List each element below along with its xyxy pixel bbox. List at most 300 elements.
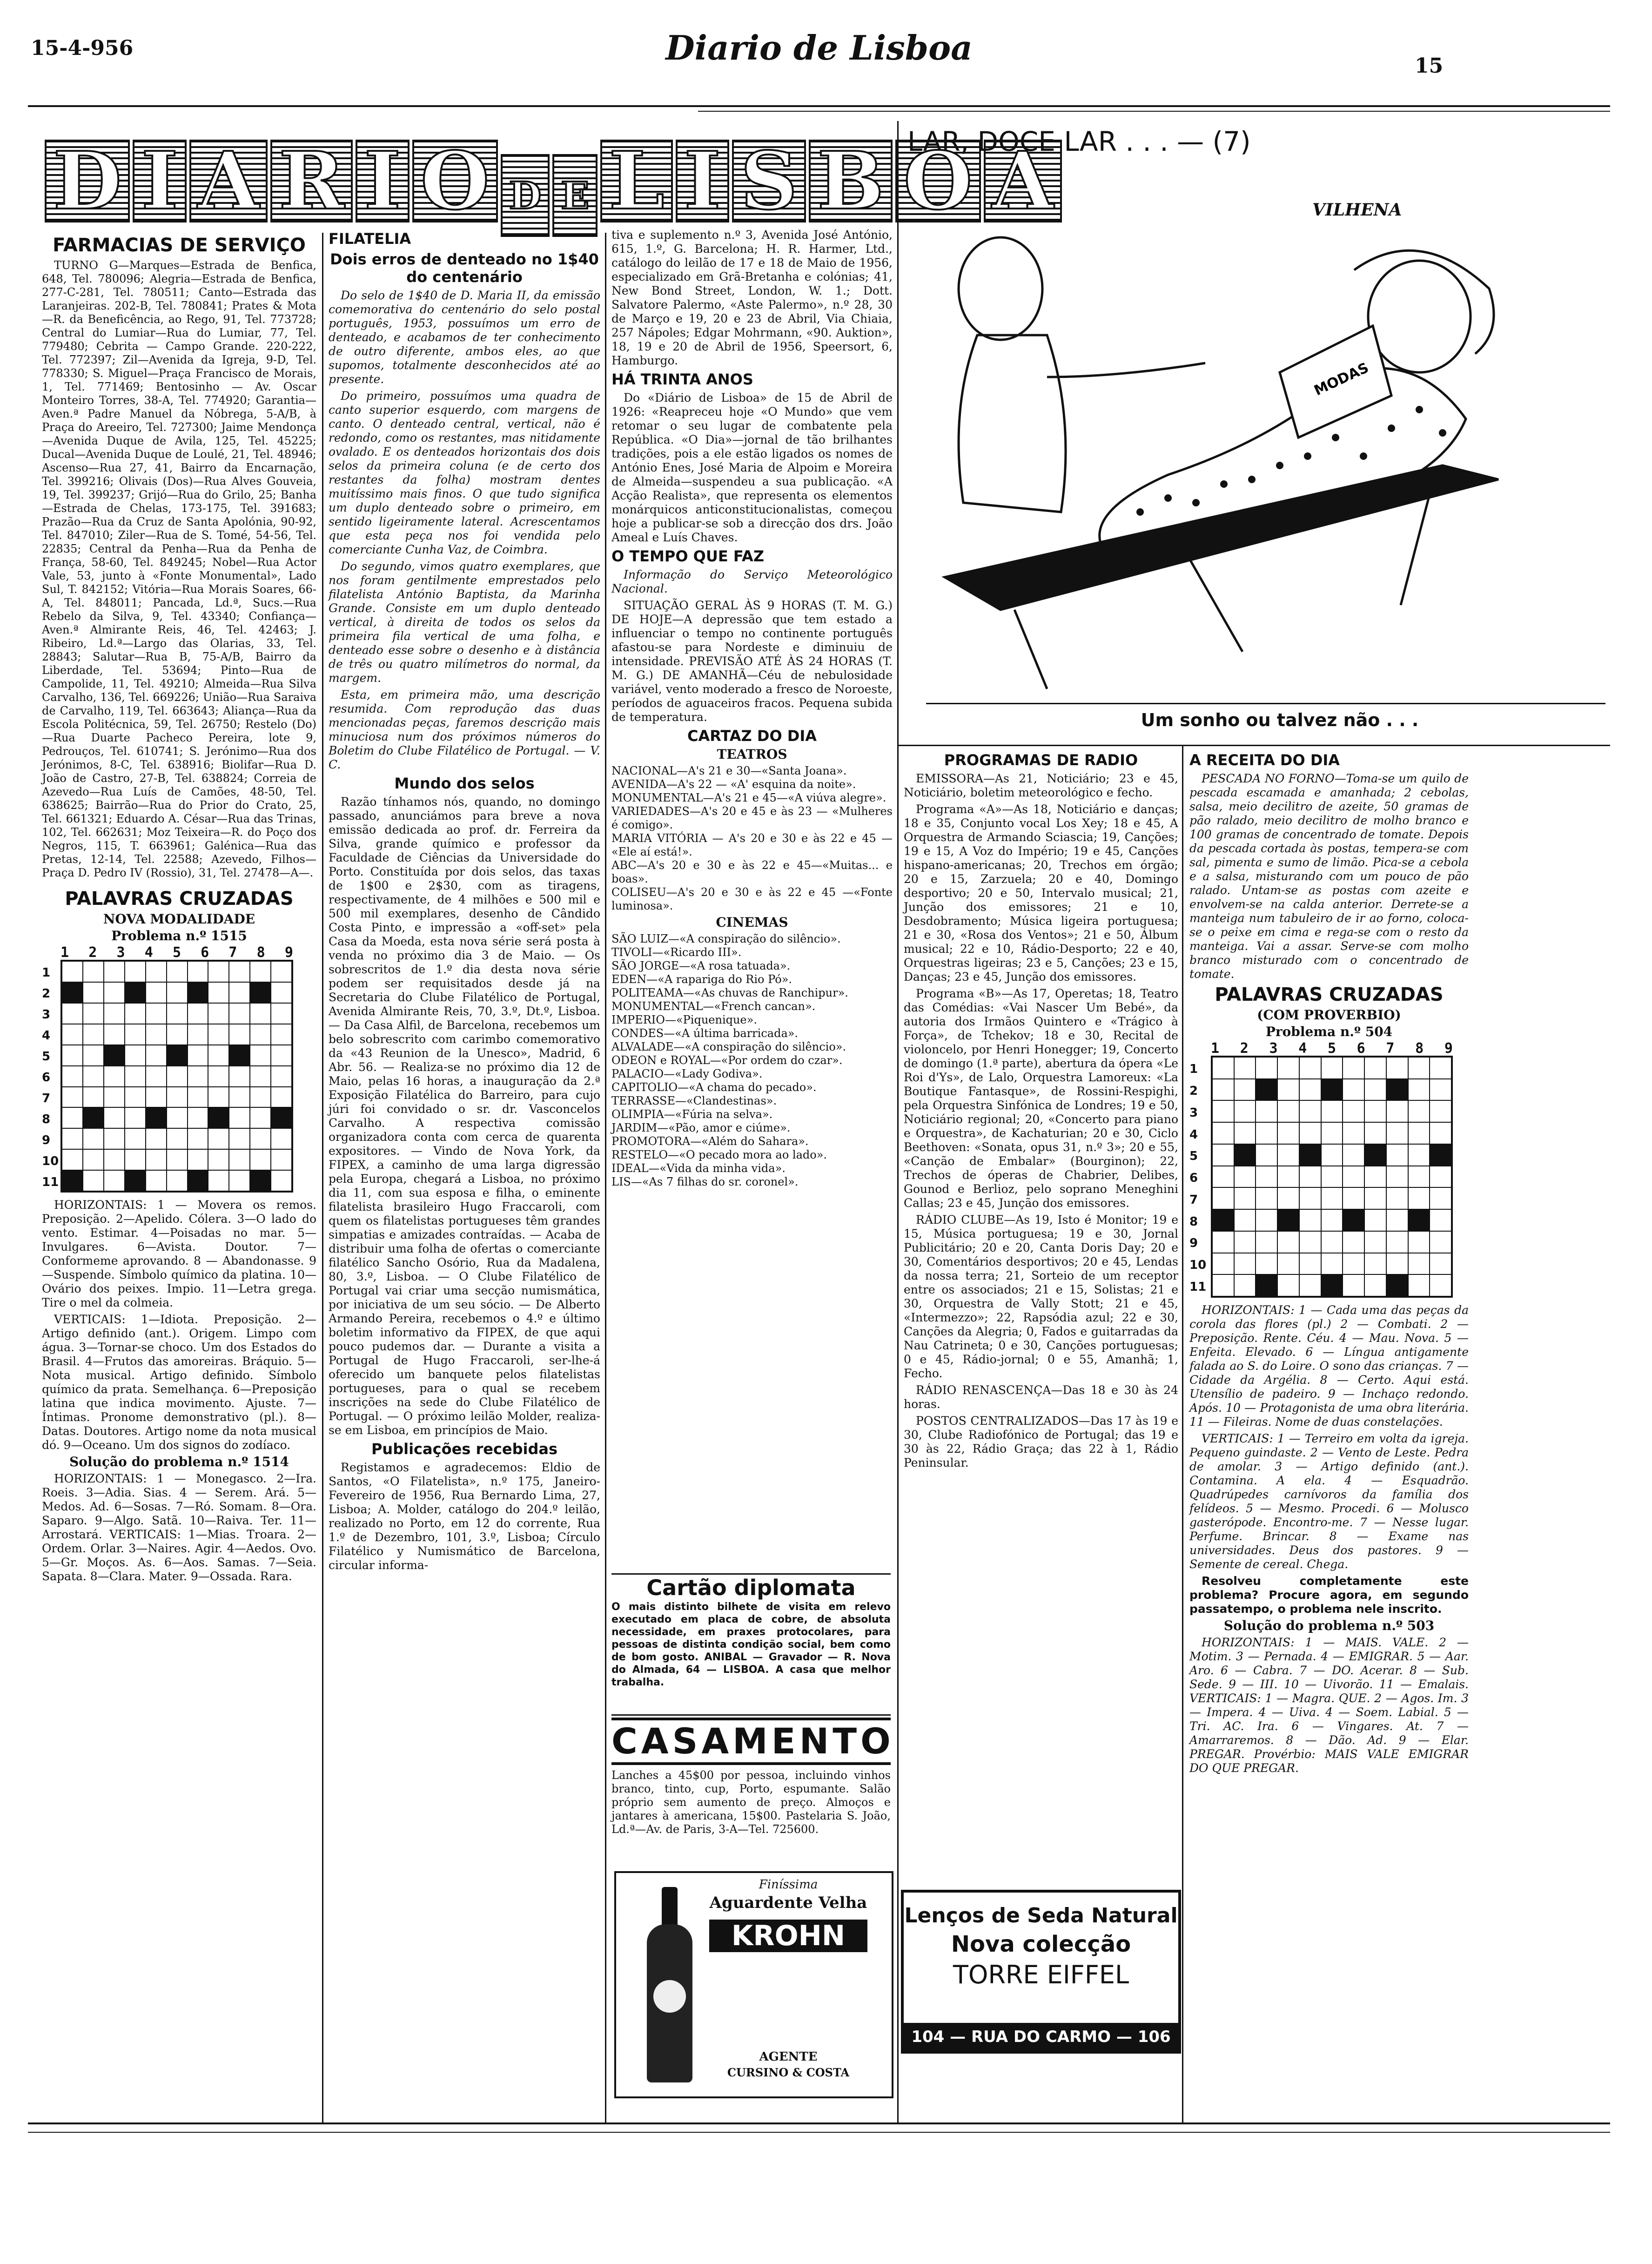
crossword-cell [167, 1128, 188, 1149]
crossword-cell [104, 1128, 125, 1149]
crossword-cell [1321, 1166, 1343, 1188]
masthead-letter: E [552, 154, 598, 237]
crossword-cell [208, 1003, 229, 1024]
masthead-letter: O [895, 140, 981, 222]
crossword-grid-right [1211, 1056, 1453, 1298]
magazine-label: MODAS [1311, 359, 1371, 399]
crossword-cell [83, 1149, 104, 1170]
crossword-cell [104, 1107, 125, 1128]
crossword-cell [271, 982, 292, 1003]
crossword-cell [1234, 1166, 1256, 1188]
crossword-cell [146, 1107, 167, 1128]
column-2 [329, 228, 600, 2095]
mundo-selos-title: Mundo dos selos [394, 775, 535, 792]
tempo-title: O TEMPO QUE FAZ [611, 547, 765, 565]
crossword-cell [1364, 1274, 1386, 1296]
cinema-item: CONDES—«A última barricada». [611, 1027, 799, 1040]
man-head [959, 237, 1042, 340]
crossword-left-horizontais: HORIZONTAIS: 1 — Movera os remos. Preposição. 2—Apelido. Cólera. 3—O lado do vento. Estimar. 4—Poisadas no mar. 5—Invulgares. 6—Avista. Doutor. 7—Conformeme aprovando. 8 — Abandonasse. 9—Suspende. Símbolo químico da platina. 10—Ovário dos peixes. Impio. 11—Letra grega. Tire o mel da colmeia. [42, 1198, 316, 1310]
masthead-letter: I [133, 140, 187, 222]
row-number: 3 [42, 1008, 51, 1022]
col-number: 4 [144, 944, 153, 961]
crossword-cell [83, 1107, 104, 1128]
radio-programa-b: Programa «B»—As 17, Operetas; 18, Teatro das Comédias: «Vai Nascer Um Bebé», da autoria dos Irmãos Quintero e «Trágico à Força», de Tchekov; 18 e 30, Recital de violoncelo, por Henri Honegger; 19, Concerto de domingo (1.ª parte), abertura da ópera «Le Roi d'Ys», de Lalo, Orquestra Lamoreux: «La Boutique Fantasque», de Rossini-Respighi, pela Orquestra Sinfónica de Londres; 19 e 50, Noticiário regional; 20, «Concerto para piano e Orquestra», de Kachaturian; 20 e 30, Ciclo Beethoven: «Sonata, opus 31, n.º 3»; 20 e 55, «Canção de Embalar» (Bourginon); 22, Trechos de óperas de Chabrier, Delibes, Gounod e Berlioz, pelo soprano Meneghini Callas; 23 e 45, Junção dos emissores. [904, 987, 1178, 1210]
row-number: 9 [1189, 1236, 1198, 1251]
crossword-cell [208, 1024, 229, 1045]
crossword-cell [1299, 1209, 1321, 1231]
crossword-cell [1386, 1209, 1408, 1231]
crossword-cell [229, 1149, 250, 1170]
cartaz-title: CARTAZ DO DIA [687, 727, 817, 745]
crossword-cell [1386, 1166, 1408, 1188]
crossword-cell [146, 961, 167, 982]
col-number: 1 [60, 944, 69, 961]
crossword-cell [1408, 1209, 1430, 1231]
woman-head [1368, 261, 1471, 372]
col-number: 6 [201, 944, 209, 961]
row-number: 1 [1189, 1062, 1198, 1077]
crossword-cell [1256, 1122, 1277, 1144]
crossword-cell [1234, 1187, 1256, 1209]
crossword-cell [62, 1149, 83, 1170]
crossword-cell [1430, 1187, 1451, 1209]
crossword-cell [104, 1149, 125, 1170]
crossword-cell [1386, 1231, 1408, 1253]
crossword-cell [1256, 1057, 1277, 1079]
crossword-cell [1321, 1231, 1343, 1253]
row-number: 4 [1189, 1127, 1198, 1142]
crossword-cell [1234, 1100, 1256, 1122]
crossword-cell [83, 1024, 104, 1045]
col-number: 3 [1269, 1040, 1278, 1057]
crossword-cell [104, 1003, 125, 1024]
crossword-cell [1343, 1209, 1364, 1231]
row-number: 8 [42, 1112, 51, 1126]
crossword-cell [1343, 1187, 1364, 1209]
crossword-right-problem: Problema n.º 504 [1265, 1024, 1393, 1039]
teatro-item: MONUMENTAL—A's 21 e 45—«A viúva alegre». [611, 791, 886, 804]
column-rule [897, 121, 899, 2122]
teatro-item: COLISEU—A's 20 e 30 e às 22 e 45 —«Fonte luminosa». [611, 886, 893, 912]
crossword-cell [208, 1066, 229, 1087]
crossword-cell [250, 961, 271, 982]
teatro-item: ABC—A's 20 e 30 e às 22 e 45—«Muitas... e boas». [611, 859, 893, 885]
column-4 [904, 749, 1178, 1862]
crossword-cell [1277, 1231, 1299, 1253]
crossword-cell [1408, 1122, 1430, 1144]
crossword-cell [167, 1045, 188, 1066]
crossword-cell [229, 1045, 250, 1066]
crossword-left-col-numbers [60, 946, 293, 960]
col-number: 5 [1327, 1040, 1336, 1057]
column-rule [322, 233, 323, 2122]
cinemas-list [611, 932, 893, 1189]
footer-rule [28, 2122, 1610, 2124]
crossword-cell [1256, 1253, 1277, 1275]
crossword-cell [1430, 1079, 1451, 1101]
cinema-item: POLITEAMA—«As chuvas de Ranchipur». [611, 986, 848, 999]
lencos-ad [901, 1890, 1181, 2054]
crossword-cell [208, 1045, 229, 1066]
cinema-item: IDEAL—«Vida da minha vida». [611, 1162, 786, 1175]
page-number: 15 [1415, 54, 1444, 78]
crossword-cell [1234, 1231, 1256, 1253]
crossword-cell [188, 1170, 208, 1191]
crossword-cell [1364, 1209, 1386, 1231]
col-number: 3 [116, 944, 125, 961]
row-number: 10 [1189, 1258, 1207, 1272]
crossword-cell [167, 982, 188, 1003]
radio-programa-a: Programa «A»—As 18, Noticiário e danças; 18 e 35, Conjunto vocal Los Xey; 18 e 45, A Orquestra de Armando Sciascia; 19, Canções; 19 e 15, A Voz do Império; 19 e 45, Canções hispano-americanas; 20, Trechos em órgão; 20 e 15, Zarzuela; 20 e 40, Domingo desportivo; 20 e 50, Intervalo musical; 21, Junção dos emissores; 21 e 10, Desdobramento; Música ligeira portuguesa; 21 e 30, «Rosa dos Ventos»; 21 e 50, Álbum musical; 22 e 10, Rádio-Desporto; 22 e 40, Orquestras ligeiras; 23 e 5, Canções; 23 e 15, Danças; 23 e 45, Junção dos emissores. [904, 802, 1178, 984]
crossword-cell [125, 961, 146, 982]
col-number: 8 [1415, 1040, 1424, 1057]
col-number: 9 [284, 944, 293, 961]
cinema-item: ODEON e ROYAL—«Por ordem do czar». [611, 1054, 843, 1067]
teatro-item: MARIA VITÓRIA — A's 20 e 30 e às 22 e 45 — «Ele aí está!». [611, 832, 893, 858]
column-5 [1189, 749, 1608, 2099]
crossword-cell [1212, 1274, 1234, 1296]
crossword-cell [250, 1128, 271, 1149]
crossword-right-horizontais: HORIZONTAIS: 1 — Cada uma das peças da corola das flores (pl.) 2 — Combati. 2 — Preposição. Rente. Céu. 4 — Mau. Nova. 5 — Enfeita. Elevado. 6 — Língua antigamente falada ao S. do Loire. O sono das crianças. 7 — Cidade da Argélia. 8 — Certo. Aqui está. Utensílio de padeiro. 9 — Inchaço redondo. Após. 10 — Protagonista de uma obra literária. 11 — Fileiras. Nome de duas constelações. [1189, 1303, 1469, 1429]
col-number: 7 [1386, 1040, 1395, 1057]
teatro-item: AVENIDA—A's 22 — «A' esquina da noite». [611, 778, 856, 791]
crossword-cell [250, 1107, 271, 1128]
row-number: 11 [1189, 1280, 1207, 1294]
crossword-cell [1277, 1209, 1299, 1231]
crossword-cell [1430, 1122, 1451, 1144]
row-number: 2 [1189, 1084, 1198, 1098]
crossword-cell [1321, 1209, 1343, 1231]
crossword-cell [1277, 1253, 1299, 1275]
column-3 [611, 228, 893, 1569]
crossword-right-title: PALAVRAS CRUZADAS [1215, 984, 1444, 1005]
crossword-cell [188, 1107, 208, 1128]
cinema-item: TERRASSE—«Clandestinas». [611, 1094, 777, 1107]
crossword-cell [1212, 1209, 1234, 1231]
crossword-cell [250, 1087, 271, 1108]
crossword-cell [250, 1149, 271, 1170]
crossword-cell [271, 1087, 292, 1108]
crossword-cell [1386, 1253, 1408, 1275]
crossword-cell [62, 1128, 83, 1149]
row-number: 8 [1189, 1214, 1198, 1229]
cartoon-illustration [907, 177, 1633, 703]
crossword-cell [1408, 1057, 1430, 1079]
crossword-cell [62, 961, 83, 982]
crossword-cell [125, 1066, 146, 1087]
column-rule [605, 233, 606, 2122]
teatro-item: VARIEDADES—A's 20 e 45 e às 23 — «Mulheres é comigo». [611, 805, 893, 831]
lencos-line3: TORRE EIFFEL [953, 1960, 1129, 1989]
crossword-cell [1364, 1253, 1386, 1275]
cartoon-title: LAR, DOCE LAR . . . — (7) [907, 126, 1251, 157]
crossword-cell [1299, 1057, 1321, 1079]
row-number: 5 [42, 1050, 51, 1064]
crossword-cell [1256, 1274, 1277, 1296]
crossword-cell [1364, 1057, 1386, 1079]
crossword-right-row-numbers [1189, 1042, 1208, 1298]
row-number: 11 [42, 1175, 59, 1189]
crossword-cell [229, 1024, 250, 1045]
krohn-bottle-icon [644, 1887, 695, 2082]
row-number: 4 [42, 1029, 51, 1043]
crossword-cell [167, 1107, 188, 1128]
crossword-cell [1321, 1253, 1343, 1275]
cinema-item: IMPERIO—«Piquenique». [611, 1013, 757, 1026]
crossword-cell [1299, 1122, 1321, 1144]
krohn-ad [614, 1871, 893, 2098]
farmacias-heading: FARMACIAS DE SERVIÇO [53, 235, 306, 256]
crossword-cell [1234, 1209, 1256, 1231]
crossword-cell [125, 1087, 146, 1108]
crossword-cell [1299, 1100, 1321, 1122]
crossword-cell [188, 1024, 208, 1045]
crossword-cell [1212, 1100, 1234, 1122]
crossword-cell [1256, 1166, 1277, 1188]
crossword-cell [1343, 1166, 1364, 1188]
krohn-agent-label: AGENTE [759, 2050, 818, 2064]
crossword-cell [1299, 1187, 1321, 1209]
crossword-right-solution: HORIZONTAIS: 1 — MAIS. VALE. 2 — Motim. 3 — Pernada. 4 — EMIGRAR. 5 — Aar. Aro. 6 — Cabra. 7 — DO. Acerar. 8 — Sub. Sede. 9 — III. 10 — Uivorão. 11 — Emalais. VERTICAIS: 1 — Magra. QUE. 2 — Agos. Im. 3 — Impera. 4 — Uiva. 4 — Soem. Labial. 5 — Tri. AC. Ira. 6 — Vingares. At. 7 — Amarraremos. 8 — Dão. Ad. 9 — Elar. PREGAR. Provérbio: MAIS VALE EMIGRAR DO QUE PREGAR. [1189, 1636, 1469, 1775]
crossword-cell [188, 1087, 208, 1108]
cinema-item: ALVALADE—«A conspiração do silêncio». [611, 1040, 846, 1053]
crossword-cell [146, 1003, 167, 1024]
crossword-cell [1430, 1231, 1451, 1253]
radio-renascenca: RÁDIO RENASCENÇA—Das 18 e 30 às 24 horas. [904, 1383, 1178, 1411]
col-number: 6 [1357, 1040, 1365, 1057]
col-number: 7 [228, 944, 237, 961]
crossword-cell [1343, 1253, 1364, 1275]
crossword-cell [167, 1003, 188, 1024]
crossword-cell [1299, 1144, 1321, 1166]
receita-title: A RECEITA DO DIA [1189, 751, 1340, 769]
crossword-cell [62, 1087, 83, 1108]
crossword-cell [208, 961, 229, 982]
crossword-cell [1364, 1187, 1386, 1209]
crossword-cell [62, 1170, 83, 1191]
crossword-cell [1386, 1100, 1408, 1122]
crossword-cell [250, 1024, 271, 1045]
cartao-body: O mais distinto bilhete de visita em relevo executado em placa de cobre, de absoluta necessidade, em praxes protocolares, para pessoas de distinta condição social, bem como de bom gosto. ANIBAL — Gravador — R. Nova do Almada, 64 — LISBOA. A casa que melhor trabalha. [611, 1601, 891, 1688]
masthead-letter: A [984, 140, 1062, 222]
crossword-cell [1212, 1122, 1234, 1144]
mundo-selos-body: Razão tínhamos nós, quando, no domingo passado, anunciámos para breve a nova emissão dedicada ao prof. dr. Ferreira da Silva, grande químico e professor da Faculdade de Ciências da Universidade do Porto. Constituída por dois selos, das taxas de 1$00 e 2$30, com as tiragens, respectivamente, de 4 milhões e 500 mil e 500 mil exemplares, desenho de Cândido Costa Pinto, e impressão a «off-set» pela Casa da Moeda, esta nova série será posta à venda no próximo dia 3 de Maio. — Os sobrescritos de 1.º dia desta nova série podem ser requisitados desde já na Secretaria do Clube Filatélico de Portugal, Avenida Almirante Reis, 70, 3.º, Dt.º, Lisboa. — Da Casa Alfil, de Barcelona, recebemos um belo sobrescrito com carimbo comemorativo da «43 Reunion de la Unesco», Madrid, 6 Abr. 56. — Realiza-se no próximo dia 12 de Maio, pelas 16 horas, a inauguração da 2.ª Exposição Filatélica do Barreiro, para cujo júri foi convidado o sr. dr. Vasconcelos Carvalho. A respectiva comissão organizadora conta com cerca de quarenta expositores. — Vindo de Nova York, da FIPEX, a caminho de uma larga digressão pela Europa, chegará a Lisboa, no próximo dia 11, com sua esposa e filha, o eminente filatelista brasileiro Hugo Fraccaroli, com quem os filatelistas portugueses têm grandes simpatias e amizades contraídas. — Acaba de distribuir uma folha de ofertas o comerciante filatélico Sancho Osório, Rua da Madalena, 80, 3.º, Lisboa. — O Clube Filatélico de Portugal vai criar uma secção numismática, por iniciativa de um seu sócio. — De Alberto Armando Pereira, recebemos o 4.º e último boletim informativo da FIPEX, de que aqui pouco pudemos dar. — Durante a visita a Portugal de Hugo Fraccaroli, ser-lhe-á oferecido um banquete pelos filatelistas portugueses, para o qual se recebem inscrições na sede do Clube Filatélico de Portugal. — O próximo leilão Molder, realiza-se em Lisboa, em princípios de Maio. [329, 795, 600, 1437]
cartoon-signature: VILHENA [1312, 200, 1402, 220]
crossword-cell [1408, 1144, 1430, 1166]
lounge-chair [945, 465, 1498, 610]
crossword-cell [167, 961, 188, 982]
cinema-item: RESTELO—«O pecado mora ao lado». [611, 1148, 827, 1161]
lencos-line4: 104 — RUA DO CARMO — 106 [904, 2023, 1178, 2051]
crossword-cell [1408, 1274, 1430, 1296]
crossword-cell [1212, 1253, 1234, 1275]
crossword-cell [188, 1128, 208, 1149]
crossword-cell [125, 982, 146, 1003]
casamento-ad [611, 1718, 894, 1866]
crossword-cell [1430, 1100, 1451, 1122]
crossword-cell [271, 1149, 292, 1170]
crossword-cell [188, 1045, 208, 1066]
row-number: 7 [1189, 1193, 1198, 1207]
crossword-cell [1277, 1079, 1299, 1101]
crossword-cell [146, 1066, 167, 1087]
radio-emissora: EMISSORA—As 21, Noticiário; 23 e 45, Noticiário, boletim meteorológico e fecho. [904, 772, 1178, 799]
crossword-cell [229, 961, 250, 982]
crossword-cell [146, 1149, 167, 1170]
crossword-cell [1234, 1253, 1256, 1275]
crossword-cell [250, 982, 271, 1003]
crossword-cell [1408, 1079, 1430, 1101]
crossword-cell [1386, 1274, 1408, 1296]
cinemas-title: CINEMAS [716, 915, 788, 930]
man-arm [1047, 363, 1205, 377]
filatelia-p4: Esta, em primeira mão, uma descrição resumida. Com reprodução das duas mencionadas peças, faremos descrição mais minuciosa num dos próximos números do Boletim do Clube Filatélico de Portugal. — V. C. [329, 688, 600, 771]
crossword-cell [1364, 1144, 1386, 1166]
masthead-letter: D [501, 154, 550, 237]
crossword-cell [1277, 1122, 1299, 1144]
row-number: 6 [1189, 1171, 1198, 1186]
krohn-brand: KROHN [709, 1920, 867, 1952]
crossword-cell [1343, 1079, 1364, 1101]
tempo-body: SITUAÇÃO GERAL ÀS 9 HORAS (T. M. G.) DE HOJE—A depressão que tem estado a influenciar o tempo no continente português afastou-se para Nordeste e diminuiu de intensidade. PREVISÃO ATÉ ÀS 24 HORAS (T. M. G.) DE AMANHÃ—Céu de nebulosidade variável, vento moderado a fresco de Noroeste, períodos de aguaceiros fracos. Pequena subida de temperatura. [611, 599, 893, 724]
crossword-cell [167, 1024, 188, 1045]
cartao-title: Cartão diplomata [646, 1575, 856, 1600]
crossword-cell [62, 1045, 83, 1066]
crossword-cell [1234, 1122, 1256, 1144]
filatelia-title: Dois erros de denteado no 1$40 do centenário [330, 250, 599, 286]
farmacias-body: TURNO G—Marques—Estrada de Benfica, 648, Tel. 780096; Alegria—Estrada de Benfica, 277-C-281, Tel. 780511; Canto—Estrada das Laranjeiras. 202-B, Tel. 780841; Prates & Mota—R. da Beneficência, ao Rego, 91, Tel. 773728; Central do Lumiar—Rua do Lumiar, 77, Tel. 779480; Cebrita — Campo Grande. 220-222, Tel. 772397; Zil—Avenida da Igreja, 9-D, Tel. 778330; S. Miguel—Praça Francisco de Morais, 1, Tel. 771469; Bentosinho — Av. Oscar Monteiro Torres, 38-A, Tel. 774920; Garantia—Aven.ª Padre Manuel da Nóbrega, 5-A/B, à Praça do Areeiro, Tel. 727300; Jaime Mendonça—Avenida Duque de Avila, 125, Tel. 45225; Ducal—Avenida Duque de Loulé, 21, Tel. 48946; Ascenso—Rua 27, 41, Bairro da Encarnação, Tel. 399216; Olivais (Dos)—Rua Alves Gouveia, 19, Tel. 399237; Grijó—Rua do Grilo, 25; Banha—Estrada de Chelas, 173-175, Tel. 391683; Prazão—Rua da Cruz de Santa Apolónia, 90-92, Tel. 847010; Ziler—Rua de S. Tomé, 54-56, Tel. 22835; Central da Penha—Rua da Penha de França, 58-60, Tel. 849245; Nobel—Rua Actor Vale, 53, junto à «Fonte Monumental», Lado Sul, T. 842152; Vitória—Rua Morais Soares, 66-A, Tel. 848011; Pancada, Ld.ª, Sucs.—Rua Rebelo da Silva, 9, Tel. 43340; Confiança—Aven.ª Almirante Reis, 46, Tel. 42463; J. Ribeiro, Ld.ª—Largo das Olarias, 33, Tel. 28843; Salutar—Rua B, 75-A/B, Bairro da Liberdade, Tel. 53694; Pinto—Rua de Campolide, 11, Tel. 49210; Almeida—Rua Silva Carvalho, 136, Tel. 669226; União—Rua Saraiva de Carvalho, 119, Tel. 663643; Aliança—Rua da Escola Politécnica, 59, Tel. 26750; Restelo (Do)—Rua Duarte Pacheco Pereira, lote 9, Pedrouços, Tel. 610741; S. Jerónimo—Rua dos Jerónimos, 8-C, Tel. 638916; Biolifar—Rua D. João de Castro, 27-B, Tel. 638824; Correia de Azevedo—Rua Luís de Camões, 48-50, Tel. 638625; Bairrão—Rua do Prior do Crato, 25, Tel. 661321; Eduardo A. César—Rua das Trinas, 102, Tel. 662631; Moz Teixeira—R. do Poço dos Negros, 115, T. 663961; Galénica—Rua das Pretas, 12-14, Tel. 22588; Azevedo, Filhos—Praça D. Pedro IV (Rossio), 31, Tel. 27478—A—. [42, 259, 316, 879]
header-date: 15-4-956 [31, 36, 134, 60]
crossword-cell [83, 961, 104, 982]
crossword-cell [1234, 1274, 1256, 1296]
crossword-cell [167, 1087, 188, 1108]
crossword-cell [1321, 1057, 1343, 1079]
masthead [45, 135, 1054, 233]
masthead-letter: L [600, 140, 673, 222]
crossword-left-solution: HORIZONTAIS: 1 — Monegasco. 2—Ira. Roeis. 3—Adia. Sias. 4 — Serem. Ará. 5—Medos. Ad. 6—Sosas. 7—Ró. Somam. 8—Ora. Saparo. 9—Algo. Satã. 10—Raiva. Ter. 11—Arrostará. VERTICAIS: 1—Mias. Troara. 2—Ordem. Orlar. 3—Naires. Agir. 4—Aedos. Ovo. 5—Gr. Moços. As. 6—Aos. Samas. 7—Seia. Sapata. 8—Clara. Mater. 9—Ossada. Rara. [42, 1472, 316, 1583]
section-rule [897, 745, 1610, 746]
masthead-letter: I [356, 140, 410, 222]
cinema-item: PROMOTORA—«Além do Sahara». [611, 1135, 809, 1148]
crossword-cell [1386, 1187, 1408, 1209]
crossword-cell [1364, 1231, 1386, 1253]
crossword-cell [271, 1170, 292, 1191]
crossword-cell [229, 982, 250, 1003]
filatelia-p3: Do segundo, vimos quatro exemplares, que nos foram gentilmente emprestados pelo filatelista António Baptista, da Marinha Grande. Consiste em um duplo denteado vertical, à direita de todos os selos da primeira fila vertical de uma folha, e denteado esse sobre o desenho e à distância de três ou quatro milímetros do normal, da margem. [329, 559, 600, 685]
crossword-cell [188, 1066, 208, 1087]
crossword-cell [208, 1149, 229, 1170]
crossword-cell [271, 1003, 292, 1024]
masthead-letter: O [412, 140, 498, 222]
cinema-item: MONUMENTAL—«French cancan». [611, 1000, 816, 1013]
crossword-cell [125, 1149, 146, 1170]
crossword-cell [1277, 1166, 1299, 1188]
crossword-grid-left [60, 960, 293, 1193]
crossword-cell [229, 1170, 250, 1191]
column-rule [1182, 745, 1183, 2122]
crossword-left-verticais: VERTICAIS: 1—Idiota. Preposição. 2—Artigo definido (ant.). Origem. Limpo com água. 3—Tornar-se choco. Um dos Estados do Brasil. 4—Frutos das amoreiras. Bráquio. 5—Nota musical. Artigo definido. Símbolo químico da prata. Semelhança. 6—Preposição latina que indica movimento. Ajuste. 7—Íntimas. Pronome demonstrativo (pl.). 8—Datas. Doutores. Artigo nome da nota musical dó. 9—Oceano. Um dos signos do zodíaco. [42, 1313, 316, 1452]
header-rule-2 [698, 111, 1610, 112]
masthead-letter: D [45, 140, 130, 222]
crossword-cell [125, 1107, 146, 1128]
crossword-cell [125, 1128, 146, 1149]
crossword-cell [83, 982, 104, 1003]
crossword-left-problem: Problema n.º 1515 [111, 928, 247, 943]
crossword-cell [208, 982, 229, 1003]
crossword-cell [146, 1087, 167, 1108]
crossword-cell [83, 1170, 104, 1191]
crossword-cell [1343, 1057, 1364, 1079]
cinema-item: EDEN—«A rapariga do Rio Pó». [611, 973, 792, 986]
row-number: 9 [42, 1133, 51, 1147]
crossword-cell [104, 961, 125, 982]
crossword-cell [62, 1003, 83, 1024]
row-number: 10 [42, 1154, 59, 1168]
crossword-cell [229, 1087, 250, 1108]
crossword-cell [1234, 1057, 1256, 1079]
teatro-item: NACIONAL—A's 21 e 30—«Santa Joana». [611, 764, 847, 777]
crossword-cell [1299, 1166, 1321, 1188]
tempo-subtitle: Informação do Serviço Meteorológico Nacional. [611, 568, 893, 595]
crossword-cell [1299, 1274, 1321, 1296]
crossword-cell [146, 982, 167, 1003]
crossword-cell [188, 1149, 208, 1170]
crossword-cell [271, 1107, 292, 1128]
radio-postos: POSTOS CENTRALIZADOS—Das 17 às 19 e 30, Clube Radiofónico de Portugal; das 19 e 30 às 22, Rádio Graça; das 22 à 1, Rádio Peninsular. [904, 1414, 1178, 1469]
crossword-cell [62, 1107, 83, 1128]
krohn-top: Finíssima [759, 1878, 818, 1892]
crossword-cell [167, 1066, 188, 1087]
publicacoes-body: Registamos e agradecemos: Eldio de Santos, «O Filatelista», n.º 175, Janeiro-Fevereiro de 1956, Rua Bernardo Lima, 27, Lisboa; A. Molder, catálogo do 204.º leilão, realizado no Porto, em 12 do corrente, Rua 1.º de Dezembro, 101, 3.º, Lisboa; Círculo Filatélico y Numismático de Barcelona, circular informa- [329, 1461, 600, 1572]
crossword-cell [167, 1170, 188, 1191]
crossword-cell [188, 961, 208, 982]
crossword-cell [1212, 1079, 1234, 1101]
crossword-cell [104, 1024, 125, 1045]
row-number: 3 [1189, 1105, 1198, 1120]
crossword-cell [1212, 1144, 1234, 1166]
crossword-cell [1430, 1166, 1451, 1188]
crossword-cell [1364, 1166, 1386, 1188]
masthead-letter: B [809, 140, 893, 222]
crossword-cell [1364, 1079, 1386, 1101]
crossword-cell [188, 1003, 208, 1024]
cartoon-border [926, 703, 1605, 704]
crossword-cell [125, 1003, 146, 1024]
cinema-item: SÃO JORGE—«A rosa tatuada». [611, 959, 791, 972]
crossword-cell [229, 1128, 250, 1149]
masthead-letter: S [732, 140, 806, 222]
crossword-cell [104, 982, 125, 1003]
crossword-cell [208, 1087, 229, 1108]
crossword-cell [271, 1066, 292, 1087]
crossword-cell [1386, 1079, 1408, 1101]
crossword-cell [125, 1045, 146, 1066]
radio-clube: RÁDIO CLUBE—As 19, Isto é Monitor; 19 e 15, Música portuguesa; 19 e 30, Jornal Publicitário; 20 e 20, Canta Doris Day; 20 e 30, Comentários desportivos; 20 e 45, Lendas da nossa terra; 21, Sorteio de um receptor entre os associados; 21 e 15, Solistas; 21 e 30, Orquestra de Vally Stott; 21 e 45, «Intermezzo»; 22, Rapsódia azul; 22 e 30, Canções da Alegria; 0, Fados e guitarradas da Nau Catrineta; 0 e 30, Canções portuguesas; 0 e 45, Rádio-jornal; 0 e 55, Amanhã; 1, Fecho. [904, 1213, 1178, 1380]
radio-title: PROGRAMAS DE RADIO [944, 751, 1138, 769]
crossword-cell [1277, 1274, 1299, 1296]
crossword-cell [188, 982, 208, 1003]
crossword-cell [208, 1107, 229, 1128]
crossword-cell [1343, 1274, 1364, 1296]
crossword-cell [1321, 1079, 1343, 1101]
crossword-cell [1212, 1057, 1234, 1079]
crossword-cell [1212, 1187, 1234, 1209]
crossword-cell [1386, 1144, 1408, 1166]
cartao-diplomata-ad [611, 1573, 891, 1716]
crossword-cell [271, 1128, 292, 1149]
lencos-line2: Nova colecção [951, 1931, 1131, 1957]
trinta-anos-body: Do «Diário de Lisboa» de 15 de Abril de 1926: «Reapreceu hoje «O Mundo» que vem retomar o seu lugar de combatente pela República. «O Dia»—jornal de tão brilhantes tradições, pois a ele estão ligados os nomes de António Enes, José Maria de Alpoim e Moreira de Almeida—suspendeu a sua publicação. «A Acção Realista», que representa os elementos monárquicos anticonstitucionalistas, começou hoje a publicar-se sob a direcção dos drs. João Ameal e Luís Chaves. [611, 391, 893, 544]
